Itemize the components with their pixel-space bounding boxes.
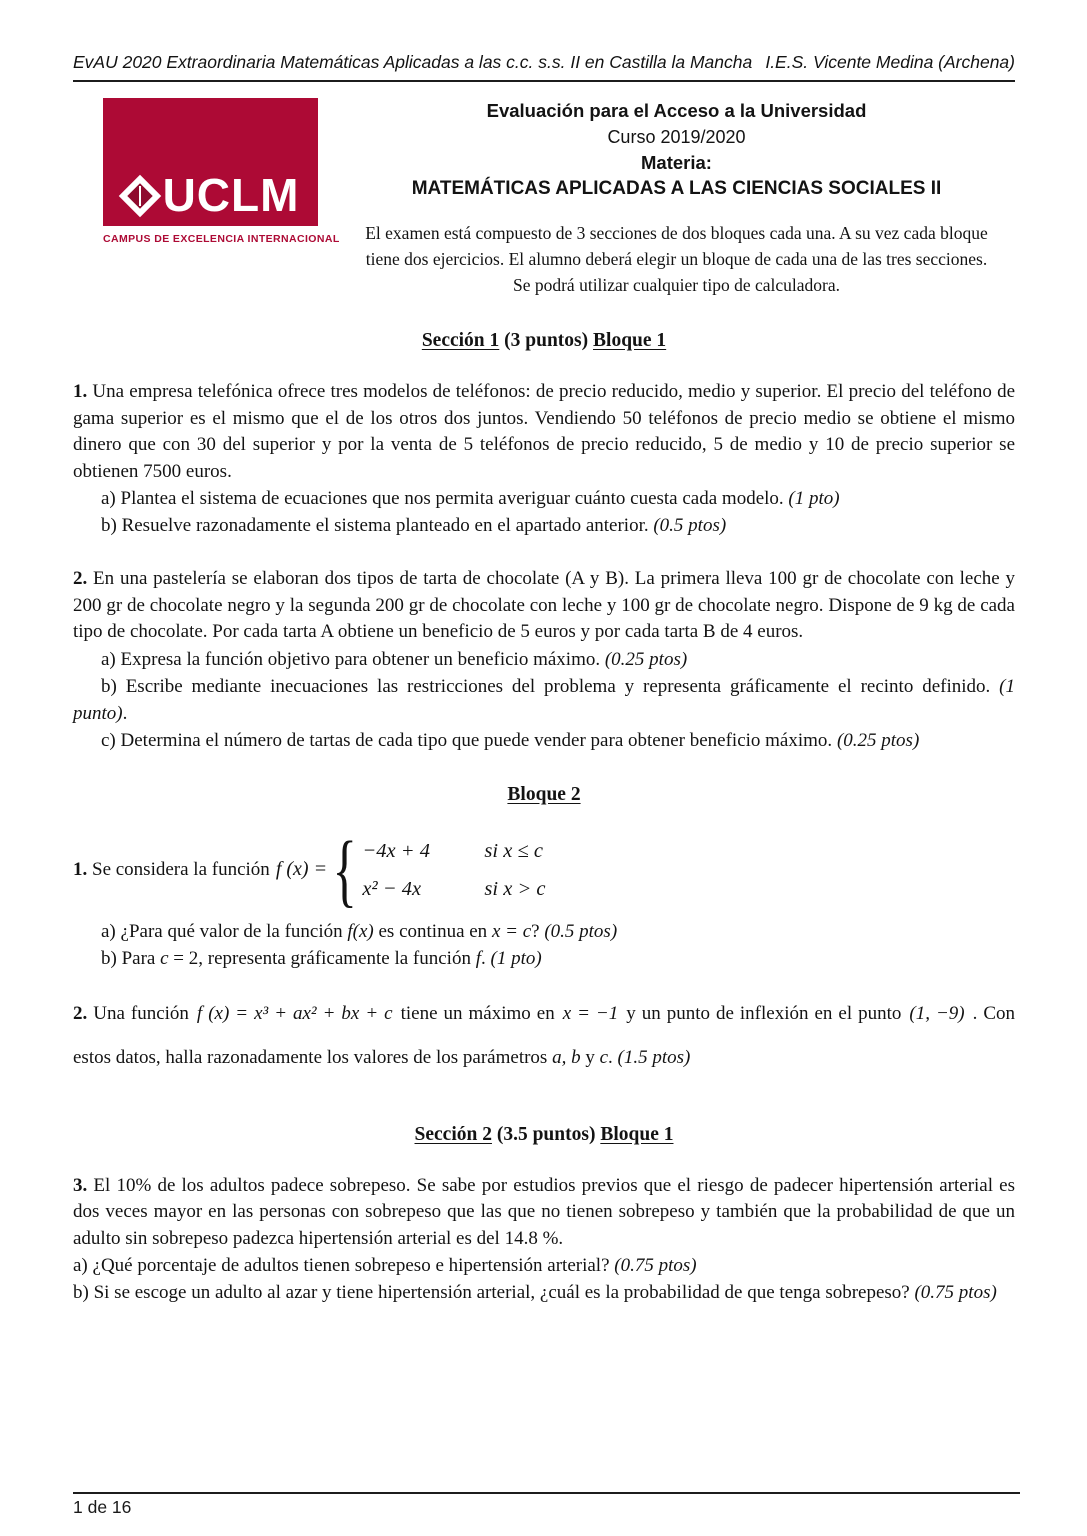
case-1-expression: −4x + 4 [362, 839, 430, 862]
bloque2-problem-1-item-a: a) ¿Para qué valor de la función f(x) es continua en x = c? (0.5 ptos) [101, 920, 618, 942]
piecewise-cases [362, 835, 545, 905]
uclm-logo-text: UCLM [162, 169, 300, 222]
case-1-condition: si x ≤ c [484, 839, 543, 862]
title-block [318, 98, 1015, 298]
uclm-logo [103, 98, 340, 298]
heading-seccion-2-bloque: Bloque 1 [600, 1123, 674, 1145]
piecewise-function [73, 823, 1015, 915]
heading-seccion-1-name: Sección 1 [421, 330, 500, 351]
heading-bloque-2 [73, 784, 1015, 806]
heading-bloque-2-label: Bloque 2 [507, 783, 581, 805]
bloque2-problem-2-statement: 2. Una función f (x) = x³ + ax² + bx + c tiene un máximo en x = −1 y un punto de inflexión en el punto (1, −9) . Con estos datos, halla razonadamente los valores de los parámetros a, b y c. (1.5 ptos) [73, 1002, 1016, 1068]
problem-3-item-b: b) Si se escoge un adulto al azar y tiene hipertensión arterial, ¿cuál es la probabilidad de que tenga sobrepeso? (0.75 ptos) [73, 1282, 997, 1303]
heading-seccion-1-points: (3 puntos) [499, 330, 594, 351]
running-header-right: I.E.S. Vicente Medina (Archena) [765, 52, 1015, 72]
problem-2-item-c: c) Determina el número de tartas de cada tipo que puede vender para obtener beneficio máximo. (0.25 ptos) [101, 729, 920, 751]
problem-2-statement: 2. En una pastelería se elaboran dos tipos de tarta de chocolate (A y B). La primera lleva 100 gr de chocolate con leche y 200 gr de chocolate negro y la segunda 200 gr de chocolate con leche y 100 gr de chocolate negro. Dispone de 9 kg de cada tipo de chocolate. Por cada tarta A obtiene un beneficio de 5 euros y por cada tarta B de 4 euros. [73, 568, 1015, 642]
problem-1-item-b: b) Resuelve razonadamente el sistema planteado en el apartado anterior. (0.5 ptos) [101, 515, 727, 536]
heading-seccion-2 [73, 1124, 1015, 1146]
case-row-1 [362, 835, 545, 867]
footer-rule [73, 1492, 1020, 1494]
case-row-2 [362, 873, 545, 905]
problem-2-item-b: b) Escribe mediante inecuaciones las restricciones del problema y representa gráficamente el recinto definido. (1 punto). [73, 675, 1015, 724]
heading-seccion-1-bloque: Bloque 1 [593, 330, 667, 351]
problem-2-item-a: a) Expresa la función objetivo para obtener un beneficio máximo. (0.25 ptos) [101, 648, 688, 670]
heading-seccion-2-points: (3.5 puntos) [491, 1123, 601, 1145]
heading-seccion-1 [73, 330, 1015, 352]
problem-3-item-a: a) ¿Qué porcentaje de adultos tienen sobrepeso e hipertensión arterial? (0.75 ptos) [73, 1255, 697, 1276]
title-line-4: MATEMÁTICAS APLICADAS A LAS CIENCIAS SOCIALES II [411, 178, 942, 199]
page-number: 1 de 16 [73, 1497, 132, 1517]
title-line-2: Curso 2019/2020 [607, 127, 746, 147]
case-2-condition: si x > c [484, 877, 546, 900]
uclm-logo-box [103, 98, 318, 226]
case-2-expression: x² − 4x [362, 877, 422, 900]
problem-1-statement: 1. Una empresa telefónica ofrece tres modelos de teléfonos: de precio reducido, medio y superior. El precio del teléfono de gama superior es el mismo que el de los otros dos juntos. Vendiendo 50 teléfonos de precio medio se obtiene el mismo dinero que con 30 del superior y por la venta de 5 teléfonos de precio reducido, 5 de medio y 10 de precio superior se obtienen 7500 euros. [73, 381, 1015, 482]
uclm-diamond-icon [122, 178, 158, 214]
diamond-stem [139, 186, 141, 206]
running-header-left: EvAU 2020 Extraordinaria Matemáticas Aplicadas a las c.c. s.s. II en Castilla la Mancha [73, 52, 753, 72]
problem-3-statement: 3. El 10% de los adultos padece sobrepeso. Se sabe por estudios previos que el riesgo de padecer hipertensión arterial es dos veces mayor en las personas con sobrepeso que las que no tienen sobrepeso y también que la probabilidad de que un adulto sin sobrepeso padezca hipertensión arterial es del 14.8 %. [73, 1174, 1015, 1249]
problem-1-item-a: a) Plantea el sistema de ecuaciones que nos permita averiguar cuánto cuesta cada modelo. (1 pto) [101, 488, 840, 509]
page-footer [73, 1492, 1020, 1518]
bloque2-problem-1-item-b: b) Para c = 2, representa gráficamente la función f. (1 pto) [101, 947, 542, 969]
masthead [73, 98, 1015, 298]
running-header [73, 52, 1015, 82]
brace-glyph: { [332, 823, 357, 915]
exam-instructions: El examen está compuesto de 3 secciones de dos bloques cada una. A su vez cada bloque tiene dos ejercicios. El alumno deberá elegir un bloque de cada una de las tres secciones. Se podrá utilizar cualquier tipo de calculadora. [365, 223, 988, 295]
uclm-logo-caption: CAMPUS DE EXCELENCIA INTERNACIONAL [103, 233, 340, 245]
title-line-3: Materia: [641, 152, 712, 173]
heading-seccion-2-name: Sección 2 [414, 1123, 492, 1145]
function-name: f (x) = [275, 858, 328, 880]
title-line-1: Evaluación para el Acceso a la Universidad [486, 100, 867, 121]
piecewise-lead: 1. Se considera la función [73, 858, 270, 880]
